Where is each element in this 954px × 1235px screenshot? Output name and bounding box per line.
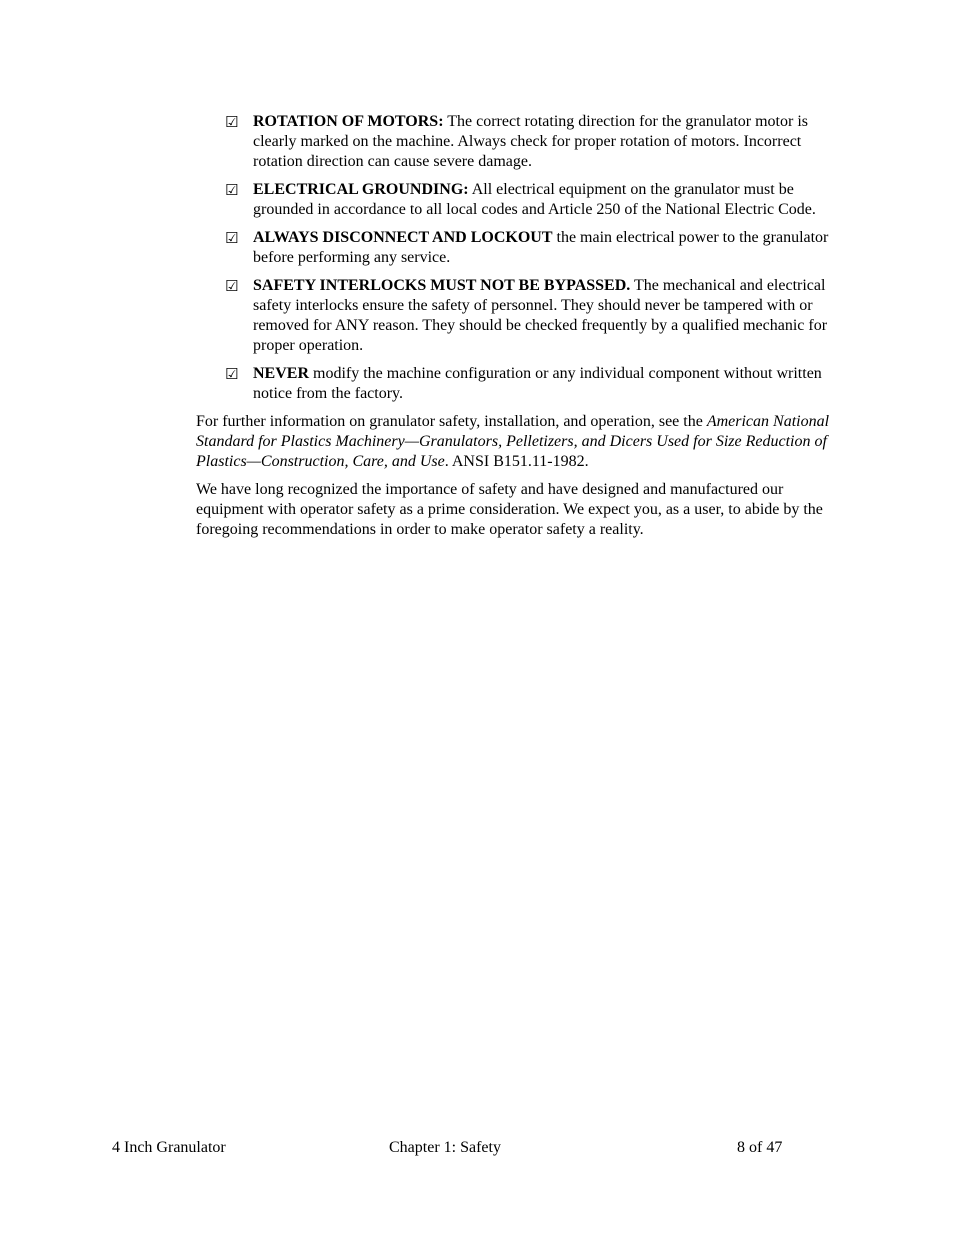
checkbox-checked-icon: ☑ [225,113,239,131]
safety-item-never-modify [196,364,838,404]
checkbox-checked-icon: ☑ [225,181,239,199]
footer-page-number: 8 of 47 [737,1139,783,1156]
standards-paragraph [196,412,838,472]
item-heading: ROTATION OF MOTORS: [253,113,444,130]
item-heading: ELECTRICAL GROUNDING: [253,181,469,198]
paragraph-text: For further information on granulator safety, installation, and operation, see the [196,413,707,430]
item-text: The correct rotating direction for the granulator motor is clearly marked on the machine. Always check for proper rotation of motors. Incorrect rotation direction can cause severe damage. [253,113,808,170]
item-text: The mechanical and electrical safety interlocks ensure the safety of personnel. They should never be tampered with or removed for ANY reason. They should be checked frequently by a qualified mechanic for proper operation. [253,277,828,354]
checkbox-checked-icon: ☑ [225,277,239,295]
item-text: the main electrical power to the granulator before performing any service. [253,229,829,266]
item-text: modify the machine configuration or any individual component without written notice from the factory. [253,365,822,402]
standard-title: American National Standard for Plastics Machinery—Granulators, Pelletizers, and Dicers Used for Size Reduction of Plastics—Construction, Care, and Use [196,413,830,470]
checkbox-checked-icon: ☑ [225,365,239,383]
standard-code: . ANSI B151.11-1982. [444,453,589,470]
footer-document-title: 4 Inch Granulator [112,1139,226,1156]
item-text: All electrical equipment on the granulator must be grounded in accordance to all local codes and Article 250 of the National Electric Code. [253,181,816,218]
item-heading: NEVER [253,365,310,382]
safety-item-lockout [196,228,838,268]
item-heading: ALWAYS DISCONNECT AND LOCKOUT [253,229,553,246]
closing-paragraph: We have long recognized the importance of safety and have designed and manufactured our equipment with operator safety as a prime consideration. We expect you, as a user, to abide by the foregoing recommendations in order to make operator safety a reality. [196,481,823,538]
footer-chapter: Chapter 1: Safety [389,1139,501,1156]
checkbox-checked-icon: ☑ [225,229,239,247]
safety-item-interlocks [196,276,838,356]
item-heading: SAFETY INTERLOCKS MUST NOT BE BYPASSED. [253,277,631,294]
document-body [196,112,838,548]
safety-item-grounding [196,180,838,220]
safety-list [196,112,838,404]
safety-item-rotation [196,112,838,172]
